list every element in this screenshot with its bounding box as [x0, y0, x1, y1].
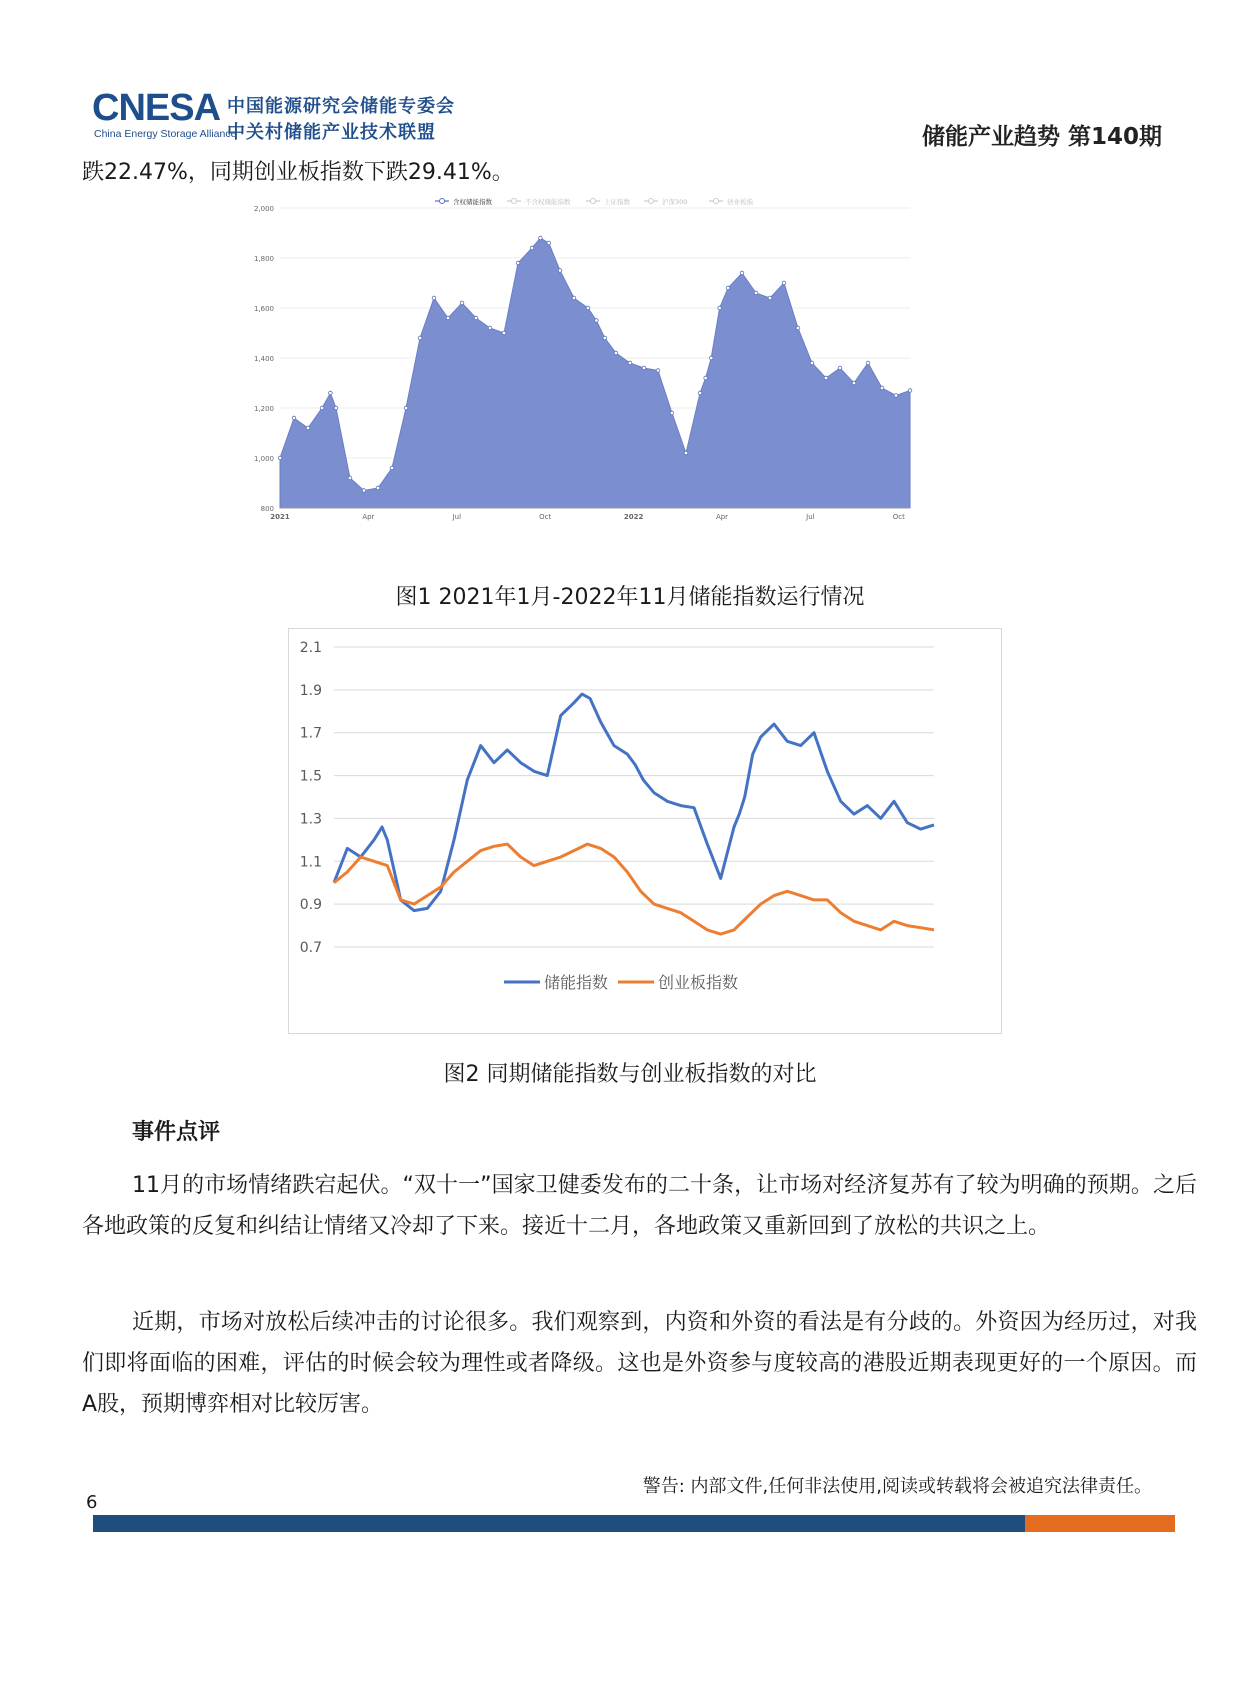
f1-legend-marker: [714, 199, 719, 204]
f1-point: [530, 246, 534, 250]
figure2-legend: [504, 973, 738, 992]
f1-point: [292, 416, 296, 420]
f1-y-tick: 1,000: [253, 455, 274, 463]
org-name-cn-1: 中国能源研究会储能专委会: [227, 96, 455, 117]
f1-x-tick: Jul: [452, 513, 462, 521]
f1-point: [603, 336, 607, 340]
f1-point: [782, 281, 786, 285]
figure2-line-chart-frame: [288, 628, 1002, 1034]
f1-y-tick: 1,200: [253, 405, 274, 413]
f2-y-tick: 1.5: [299, 768, 322, 785]
org-name-cn-2: 中关村储能产业技术联盟: [227, 122, 436, 143]
f2-legend-label: 储能指数: [544, 973, 609, 992]
f1-point: [516, 261, 520, 265]
f1-point: [810, 361, 814, 365]
f1-x-tick: Apr: [362, 513, 375, 521]
f1-point: [586, 306, 590, 310]
f1-point: [908, 389, 912, 393]
f1-point: [852, 381, 856, 385]
f1-point: [547, 241, 551, 245]
f2-y-tick: 2.1: [299, 640, 322, 656]
f1-point: [726, 286, 730, 290]
paragraph-1: 11月的市场情绪跌宕起伏。“双十一”国家卫健委发布的二十条，让市场对经济复苏有了较为明确的预期。之后各地政策的反复和纠结让情绪又冷却了下来。接近十二月，各地政策又重新回到了放松的共识之上。: [82, 1173, 1197, 1239]
f1-x-tick: 2022: [623, 513, 644, 521]
f1-x-tick: 2021: [270, 513, 290, 521]
cnesa-logo: [92, 87, 455, 144]
f1-point: [614, 351, 618, 355]
footer-bar-orange: [1025, 1515, 1175, 1532]
f1-point: [488, 326, 492, 330]
f2-y-tick: 1.1: [299, 854, 322, 871]
confidential-warning: 警告: 内部文件,任何非法使用,阅读或转载将会被追究法律责任。: [642, 1476, 1152, 1497]
f1-point: [446, 316, 450, 320]
f1-point: [572, 296, 576, 300]
f2-y-tick: 1.9: [299, 682, 322, 699]
f1-point: [754, 291, 758, 295]
f1-point: [768, 296, 772, 300]
f1-point: [824, 376, 828, 380]
footer-bar-blue: [93, 1515, 1025, 1532]
f2-y-tick: 0.9: [299, 897, 322, 914]
f1-point: [432, 296, 436, 300]
figure1-caption: 图1 2021年1月-2022年11月储能指数运行情况: [395, 585, 865, 610]
f1-point: [796, 326, 800, 330]
f1-x-tick: Jul: [806, 513, 815, 521]
section-title: 事件点评: [132, 1120, 221, 1145]
f1-point: [656, 369, 660, 373]
f1-point: [704, 376, 708, 380]
f1-x-tick: Oct: [892, 513, 905, 521]
f1-legend-label: 上证指数: [604, 198, 630, 206]
f1-legend-label: 不含权储能指数: [525, 198, 571, 206]
f1-point: [642, 366, 646, 370]
f1-point: [670, 411, 674, 415]
f2-series-line: [334, 694, 934, 911]
f1-point: [348, 476, 352, 480]
f1-point: [418, 336, 422, 340]
logo-wordmark: CNESA: [92, 87, 221, 129]
f1-point: [740, 271, 744, 275]
f1-point: [866, 361, 870, 365]
f1-point: [329, 391, 333, 395]
f1-legend-marker: [512, 199, 517, 204]
f1-x-tick: Apr: [715, 513, 729, 521]
figure1-legend: [435, 197, 754, 206]
f1-point: [709, 356, 713, 360]
f1-point: [460, 301, 464, 305]
f1-point: [320, 406, 324, 410]
figure2-caption: 图2 同期储能指数与创业板指数的对比: [443, 1062, 817, 1087]
f1-y-tick: 1,400: [253, 355, 274, 363]
f1-point: [306, 426, 310, 430]
f1-point: [684, 451, 688, 455]
f1-point: [404, 406, 408, 410]
f2-y-tick: 0.7: [299, 940, 322, 956]
f1-point: [894, 394, 898, 398]
f1-point: [362, 489, 366, 493]
issue-title: 储能产业趋势 第140期: [921, 124, 1162, 150]
f1-legend-marker: [591, 199, 596, 204]
f1-legend-label: 含权储能指数: [453, 198, 492, 206]
logo-subtitle: China Energy Storage Alliance: [94, 128, 237, 140]
f1-point: [376, 486, 380, 490]
f1-point: [718, 306, 722, 310]
f1-point: [880, 386, 884, 390]
f1-point: [595, 319, 599, 323]
f1-y-tick: 800: [260, 505, 274, 513]
paragraph-2: 近期，市场对放松后续冲击的讨论很多。我们观察到，内资和外资的看法是有分歧的。外资因为经历过，对我们即将面临的困难，评估的时候会较为理性或者降级。这也是外资参与度较高的港股近期表现更好的一个原因。而A股，预期博弈相对比较厉害。: [82, 1310, 1197, 1417]
figure2-line-chart: [289, 629, 1001, 1033]
f1-legend-label: 沪深300: [662, 198, 688, 206]
f1-y-tick: 2,000: [253, 205, 274, 213]
figure1-area: [278, 236, 912, 508]
f2-y-tick: 1.7: [299, 725, 322, 742]
f1-point: [474, 316, 478, 320]
f1-x-tick: Oct: [539, 513, 552, 521]
page-number: 6: [86, 1492, 98, 1513]
f1-point: [390, 466, 394, 470]
lead-text: 跌22.47%，同期创业板指数下跌29.41%。: [82, 160, 514, 185]
f1-legend-marker: [649, 199, 654, 204]
figure1-area-chart: [253, 198, 990, 568]
f1-point: [502, 331, 506, 335]
f1-point: [278, 456, 282, 460]
f1-point: [698, 391, 702, 395]
f1-y-tick: 1,800: [253, 255, 274, 263]
f1-area-path: [280, 238, 910, 508]
f1-point: [838, 366, 842, 370]
f1-point: [558, 269, 562, 273]
f2-series-line: [334, 844, 934, 934]
f1-legend-label: 创业板指: [727, 198, 753, 206]
f1-legend-marker: [440, 199, 445, 204]
f1-point: [539, 236, 543, 240]
f1-point: [628, 361, 632, 365]
f1-point: [334, 406, 338, 410]
f2-legend-label: 创业板指数: [658, 973, 739, 992]
f2-y-tick: 1.3: [299, 811, 322, 828]
f1-y-tick: 1,600: [253, 305, 274, 313]
figure2-series: [334, 694, 934, 934]
